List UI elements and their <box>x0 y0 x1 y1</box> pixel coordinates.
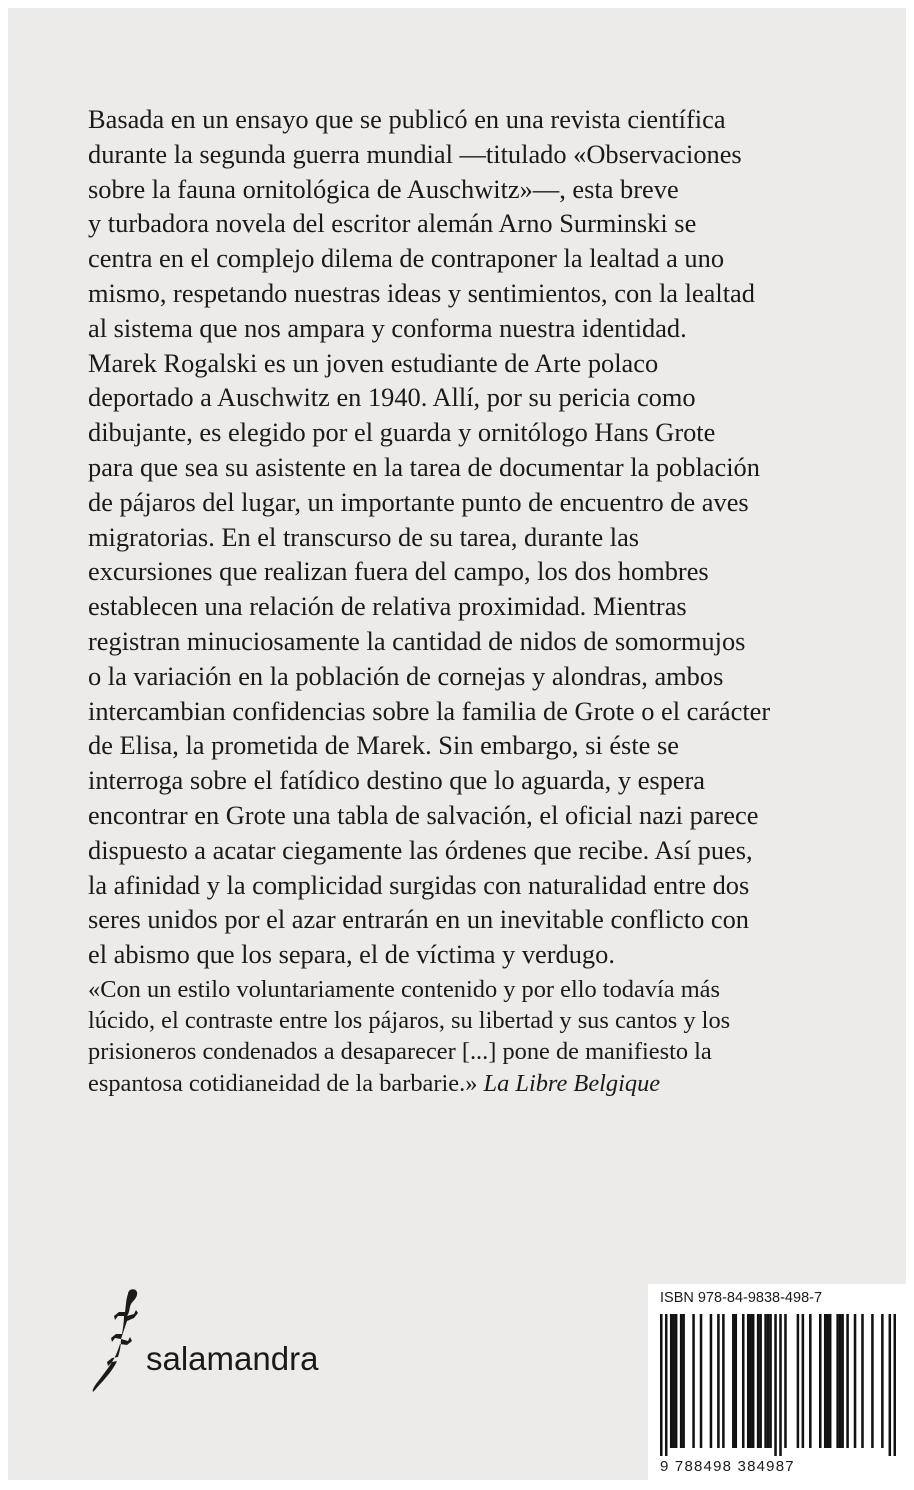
synopsis-line: Basada en un ensayo que se publicó en una revista científica <box>88 104 726 134</box>
synopsis-line: seres unidos por el azar entrarán en un inevitable conflicto con <box>88 904 749 935</box>
review-line: prisioneros condenados a desaparecer [...] pone de manifiesto la <box>88 1038 712 1066</box>
barcode-bar <box>824 1314 827 1448</box>
ean-number: 9 788498 384987 <box>660 1458 795 1475</box>
barcode-bar <box>839 1314 842 1448</box>
barcode-bar <box>759 1314 762 1448</box>
synopsis-line: intercambian confidencias sobre la familia de Grote o el carácter <box>88 695 771 726</box>
synopsis-line: la afinidad y la complicidad surgidas con naturalidad entre dos <box>88 869 750 900</box>
barcode-bar <box>861 1314 864 1448</box>
barcode-bar <box>784 1314 787 1448</box>
isbn-label: ISBN 978-84-9838-498-7 <box>660 1290 823 1306</box>
barcode-bar <box>767 1314 770 1448</box>
barcode-bar <box>757 1314 760 1448</box>
synopsis-line: centra en el complejo dilema de contraponer la lealtad a uno <box>88 243 725 274</box>
synopsis-line: dispuesto a acatar ciegamente las órdenes que recibe. Así pues, <box>88 834 753 865</box>
barcode-bar <box>797 1314 800 1448</box>
publisher-logo <box>90 1286 370 1396</box>
review-line: lúcido, el contraste entre los pájaros, su libertad y sus cantos y los <box>88 1007 731 1035</box>
barcode-bar <box>732 1314 735 1448</box>
synopsis-line: excursiones que realizan fuera del campo, los dos hombres <box>88 556 709 587</box>
barcode-bar <box>692 1314 695 1448</box>
barcode-bar <box>779 1314 782 1456</box>
back-cover <box>8 8 906 1480</box>
review-line: «Con un estilo voluntariamente contenido y por ello todavía más <box>88 976 720 1003</box>
synopsis-line: sobre la fauna ornitológica de Auschwitz»—, esta breve <box>88 173 679 204</box>
review-line-text: espantosa cotidianeidad de la barbarie.» <box>88 1069 478 1097</box>
review-source: La Libre Belgique <box>483 1069 661 1097</box>
synopsis-line: deportado a Auschwitz en 1940. Allí, por su pericia como <box>88 382 696 413</box>
barcode-bar <box>672 1314 675 1448</box>
synopsis-line: encontrar en Grote una tabla de salvación, el oficial nazi parece <box>88 799 759 830</box>
barcode-bar <box>802 1314 805 1448</box>
publisher-name: salamandra <box>146 1340 319 1377</box>
synopsis-line: mismo, respetando nuestras ideas y sentimientos, con la lealtad <box>88 277 755 308</box>
synopsis-line: durante la segunda guerra mundial —titulado «Observaciones <box>88 138 742 169</box>
synopsis-line: para que sea su asistente en la tarea de documentar la población <box>88 451 760 482</box>
barcode-bar <box>829 1314 832 1448</box>
barcode-bar <box>752 1314 755 1448</box>
barcode-bar <box>854 1314 857 1448</box>
salamander-icon <box>90 1286 152 1394</box>
synopsis-line: y turbadora novela del escritor alemán Arno Surminski se <box>88 208 697 239</box>
barcode-bar <box>680 1314 683 1448</box>
barcode-bar <box>836 1314 839 1448</box>
barcode-bar <box>665 1314 668 1456</box>
synopsis-line: Marek Rogalski es un joven estudiante de Arte polaco <box>88 347 659 378</box>
synopsis-line: migratorias. En el transcurso de su tarea, durante las <box>88 521 640 552</box>
barcode-bar <box>660 1314 663 1456</box>
barcode-bar <box>871 1314 874 1448</box>
synopsis-text <box>88 102 858 972</box>
barcode-bar <box>769 1314 772 1448</box>
review-last-line <box>88 1068 868 1099</box>
barcode-bar <box>742 1314 745 1448</box>
barcode-bar <box>764 1314 767 1448</box>
barcode-bar <box>710 1314 713 1448</box>
review-quote <box>88 974 868 1099</box>
synopsis-line: interroga sobre el fatídico destino que lo aguarda, y espera <box>88 765 706 796</box>
synopsis-line: el abismo que los separa, el de víctima y verdugo. <box>88 939 615 970</box>
synopsis-line: dibujante, es elegido por el guarda y ornitólogo Hans Grote <box>88 417 716 448</box>
barcode-bar <box>809 1314 812 1448</box>
barcode-bar <box>700 1314 703 1448</box>
barcode-area <box>648 1284 906 1480</box>
barcode-bar <box>749 1314 752 1448</box>
barcode-bar <box>819 1314 822 1448</box>
barcode-bar <box>682 1314 685 1448</box>
barcode-bars <box>660 1314 896 1456</box>
barcode-bar <box>670 1314 673 1448</box>
barcode-bar <box>846 1314 849 1448</box>
barcode-bar <box>722 1314 725 1448</box>
barcode-bar <box>735 1314 738 1448</box>
barcode-bar <box>675 1314 678 1448</box>
barcode-bar <box>894 1314 896 1456</box>
barcode-bar <box>774 1314 777 1456</box>
barcode-bar <box>747 1314 750 1448</box>
barcode-bar <box>826 1314 829 1448</box>
synopsis-line: establecen una relación de relativa proximidad. Mientras <box>88 591 687 622</box>
barcode-bar <box>881 1314 884 1448</box>
barcode-bar <box>717 1314 720 1448</box>
synopsis-line: o la variación en la población de cornejas y alondras, ambos <box>88 660 724 691</box>
synopsis-line: de Elisa, la prometida de Marek. Sin embargo, si éste se <box>88 730 679 761</box>
barcode-bar <box>889 1314 892 1456</box>
synopsis-line: al sistema que nos ampara y conforma nuestra identidad. <box>88 312 687 343</box>
barcode-bar <box>841 1314 844 1448</box>
synopsis-line: registran minuciosamente la cantidad de nidos de somormujos <box>88 625 746 656</box>
synopsis-line: de pájaros del lugar, un importante punto de encuentro de aves <box>88 486 749 517</box>
